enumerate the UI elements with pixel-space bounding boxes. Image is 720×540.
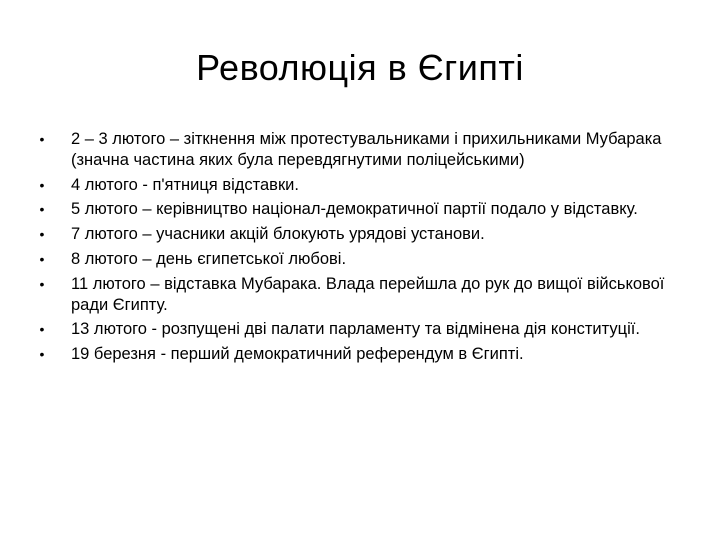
- bullet-item: [36, 274, 686, 316]
- bullet-point-icon: •: [39, 275, 45, 292]
- bullet-list: [36, 129, 686, 369]
- bullet-item: [36, 199, 686, 220]
- bullet-text: 2 – 3 лютого – зіткнення між протестувальниками і прихильниками Мубарака (значна частина яких була перевдягнутими поліцейськими): [71, 130, 662, 169]
- bullet-point-icon: •: [39, 201, 45, 218]
- bullet-item: [36, 129, 686, 171]
- bullet-point-icon: •: [39, 321, 45, 338]
- bullet-item: [36, 224, 686, 245]
- bullet-text: 19 березня - перший демократичний референдум в Єгипті.: [71, 345, 524, 364]
- bullet-point-icon: •: [39, 176, 45, 193]
- bullet-text: 4 лютого - п'ятниця відставки.: [71, 175, 299, 194]
- bullet-point-icon: •: [39, 226, 45, 243]
- bullet-text: 5 лютого – керівництво націонал-демократичної партії подало у відставку.: [71, 200, 638, 219]
- bullet-point-icon: •: [39, 131, 45, 147]
- bullet-text: 11 лютого – відставка Мубарака. Влада перейшла до рук до вищої військової ради Єгипту.: [71, 274, 665, 314]
- bullet-text: 8 лютого – день єгипетської любові.: [71, 249, 347, 268]
- bullet-text: 7 лютого – учасники акцій блокують урядові установи.: [71, 225, 485, 244]
- bullet-point-icon: •: [39, 250, 45, 267]
- bullet-point-icon: •: [39, 346, 45, 363]
- bullet-item: [36, 175, 686, 196]
- slide-title: Революція в Єгипті: [196, 47, 524, 88]
- bullet-item: [36, 319, 686, 340]
- bullet-text: 13 лютого - розпущені дві палати парламенту та відмінена дія конституції.: [71, 320, 640, 339]
- bullet-item: [36, 249, 686, 270]
- bullet-item: [36, 344, 686, 365]
